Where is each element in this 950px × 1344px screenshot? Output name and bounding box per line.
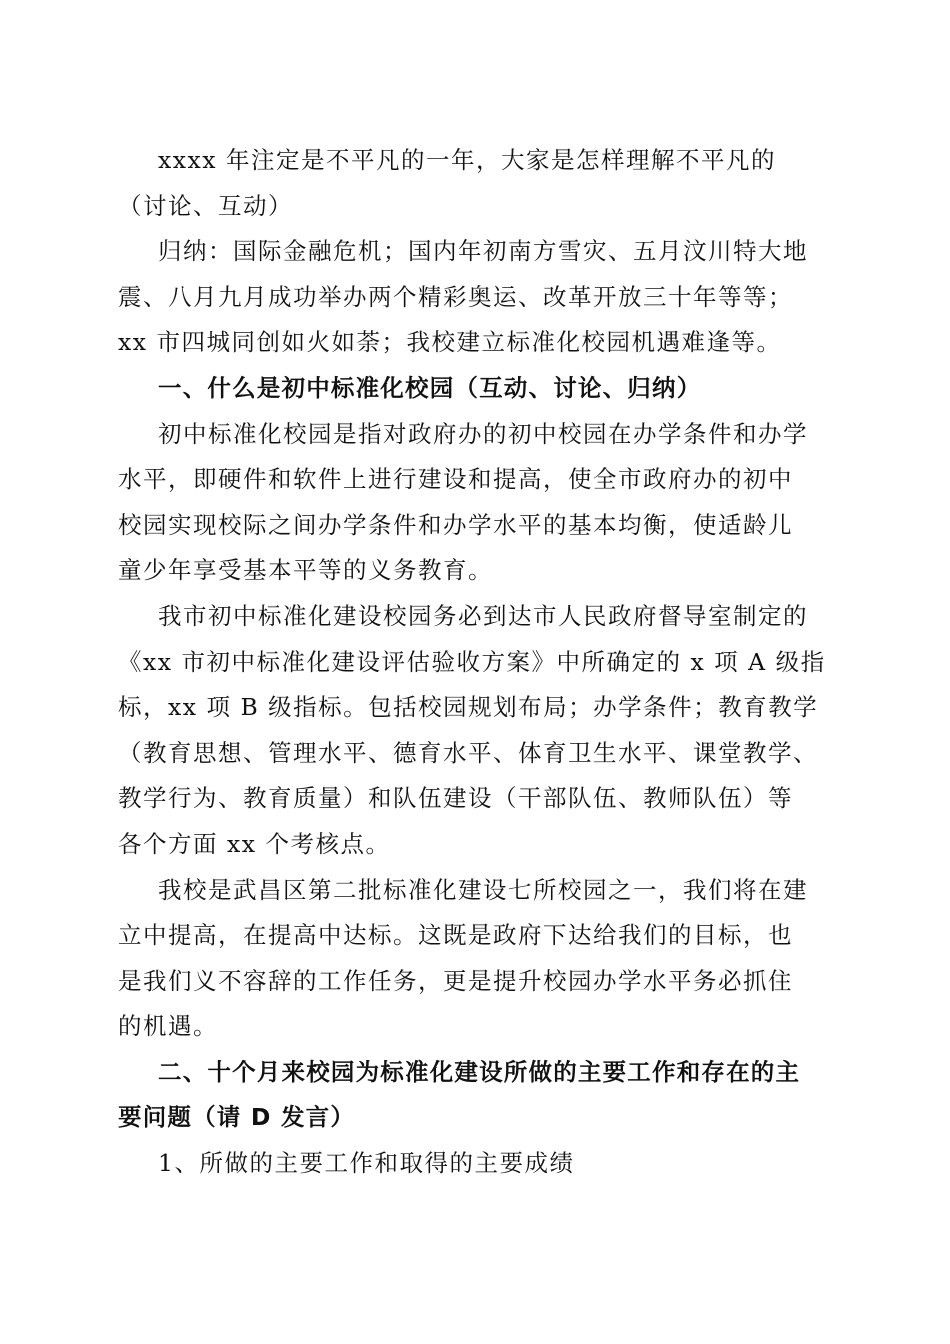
text-line: （讨论、互动） <box>118 191 293 220</box>
school-paragraph <box>118 868 828 1050</box>
text-line: 我校是武昌区第二批标准化建设七所校园之一，我们将在建 <box>158 875 808 904</box>
text-column <box>118 138 828 1187</box>
section-heading-1 <box>118 366 828 412</box>
text-line: 标，xx 项 B 级指标。包括校园规划布局；办学条件；教育教学 <box>118 693 819 722</box>
sub-item-1 <box>118 1141 828 1187</box>
requirements-paragraph <box>118 594 828 868</box>
heading-line: 一、什么是初中标准化校园（互动、讨论、归纳） <box>158 373 702 402</box>
text-line: 我市初中标准化建设校园务必到达市人民政府督导室制定的 <box>158 601 808 630</box>
text-line: 水平，即硬件和软件上进行建设和提高，使全市政府办的初中 <box>118 465 793 494</box>
text-line: 教学行为、教育质量）和队伍建设（干部队伍、教师队伍）等 <box>118 784 793 813</box>
text-line: 震、八月九月成功举办两个精彩奥运、改革开放三十年等等； <box>118 282 793 311</box>
text-line: xxxx 年注定是不平凡的一年，大家是怎样理解不平凡的 <box>158 146 776 174</box>
text-line: 1、所做的主要工作和取得的主要成绩 <box>158 1149 575 1178</box>
text-line: 童少年享受基本平等的义务教育。 <box>118 556 493 585</box>
section-heading-2 <box>118 1050 828 1141</box>
summary-paragraph <box>118 229 828 366</box>
text-line: xx 市四城同创如火如荼；我校建立标准化校园机遇难逢等。 <box>118 328 782 357</box>
text-line: 是我们义不容辞的工作任务，更是提升校园办学水平务必抓住 <box>118 966 793 995</box>
text-line: 的机遇。 <box>118 1012 218 1041</box>
text-line: 归纳：国际金融危机；国内年初南方雪灾、五月汶川特大地 <box>158 237 808 266</box>
text-line: 校园实现校际之间办学条件和办学水平的基本均衡，使适龄儿 <box>118 510 793 539</box>
intro-question <box>118 138 828 229</box>
text-line: 初中标准化校园是指对政府办的初中校园在办学条件和办学 <box>158 419 808 448</box>
definition-paragraph <box>118 412 828 594</box>
heading-line: 要问题（请 D 发言） <box>118 1103 356 1132</box>
text-line: 各个方面 xx 个考核点。 <box>118 829 391 858</box>
heading-line: 二、十个月来校园为标准化建设所做的主要工作和存在的主 <box>158 1057 801 1086</box>
text-line: 《xx 市初中标准化建设评估验收方案》中所确定的 x 项 A 级指 <box>118 647 826 676</box>
text-line: （教育思想、管理水平、德育水平、体育卫生水平、课堂教学、 <box>118 738 818 767</box>
text-line: 立中提高，在提高中达标。这既是政府下达给我们的目标，也 <box>118 921 793 950</box>
